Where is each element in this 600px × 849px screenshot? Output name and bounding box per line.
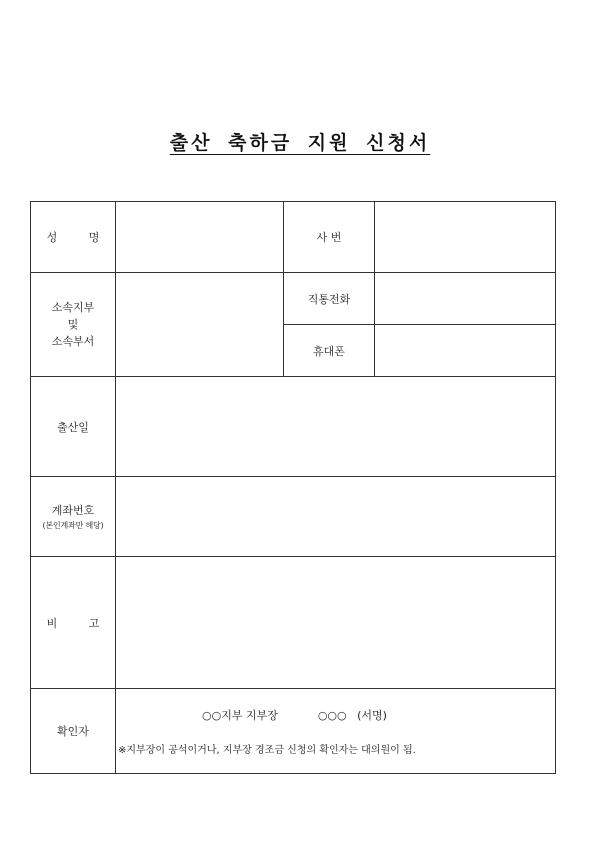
confirmer-label-cell [31, 689, 116, 774]
account-note: (본인계좌만 해당) [42, 521, 104, 530]
row-confirmer [31, 689, 556, 774]
confirmer-sign: (서명) [357, 709, 387, 722]
birth-date-label: 출산일 [57, 420, 89, 434]
confirmer-signature-line [202, 707, 387, 723]
direct-phone-label: 직통전화 [307, 292, 351, 306]
confirmer-title: ○○지부 지부장 [202, 709, 278, 722]
branch-label-line3: 소속부서 [51, 335, 95, 349]
account-label-cell [31, 477, 116, 557]
branch-label-line1: 소속지부 [51, 300, 95, 314]
branch-label-line2: 및 [67, 317, 79, 331]
row-account [31, 477, 556, 557]
form-title-text: 출산 축하금 지원 신청서 [169, 132, 431, 154]
employee-no-label-cell [284, 202, 375, 273]
birth-date-field[interactable] [116, 377, 556, 477]
confirmer-note: ※지부장이 공석이거나, 지부장 경조금 신청의 확인자는 대의원이 됨. [118, 745, 416, 756]
confirmer-label: 확인자 [57, 725, 89, 738]
mobile-label: 휴대폰 [313, 344, 345, 358]
confirmer-name: ○○○ [317, 709, 347, 722]
account-label: 계좌번호 [51, 504, 95, 517]
birth-date-label-cell [31, 377, 116, 477]
name-label: 성 명 [46, 231, 114, 244]
mobile-field[interactable] [375, 325, 556, 377]
name-field[interactable] [116, 202, 284, 273]
account-field[interactable] [116, 477, 556, 557]
branch-field[interactable] [116, 273, 284, 377]
row-birth-date [31, 377, 556, 477]
row-remarks [31, 557, 556, 689]
form-title [0, 128, 600, 155]
row-name [31, 202, 556, 273]
name-label-cell [31, 202, 116, 273]
direct-phone-label-cell [284, 273, 375, 325]
employee-no-field[interactable] [375, 202, 556, 273]
remarks-label: 비 고 [46, 616, 114, 630]
row-branch-phone [31, 273, 556, 325]
employee-no-label: 사 번 [316, 231, 342, 244]
remarks-label-cell [31, 557, 116, 689]
branch-label-cell [31, 273, 116, 377]
confirmer-field[interactable] [116, 689, 556, 774]
application-form-table [30, 201, 556, 774]
direct-phone-field[interactable] [375, 273, 556, 325]
remarks-field[interactable] [116, 557, 556, 689]
mobile-label-cell [284, 325, 375, 377]
